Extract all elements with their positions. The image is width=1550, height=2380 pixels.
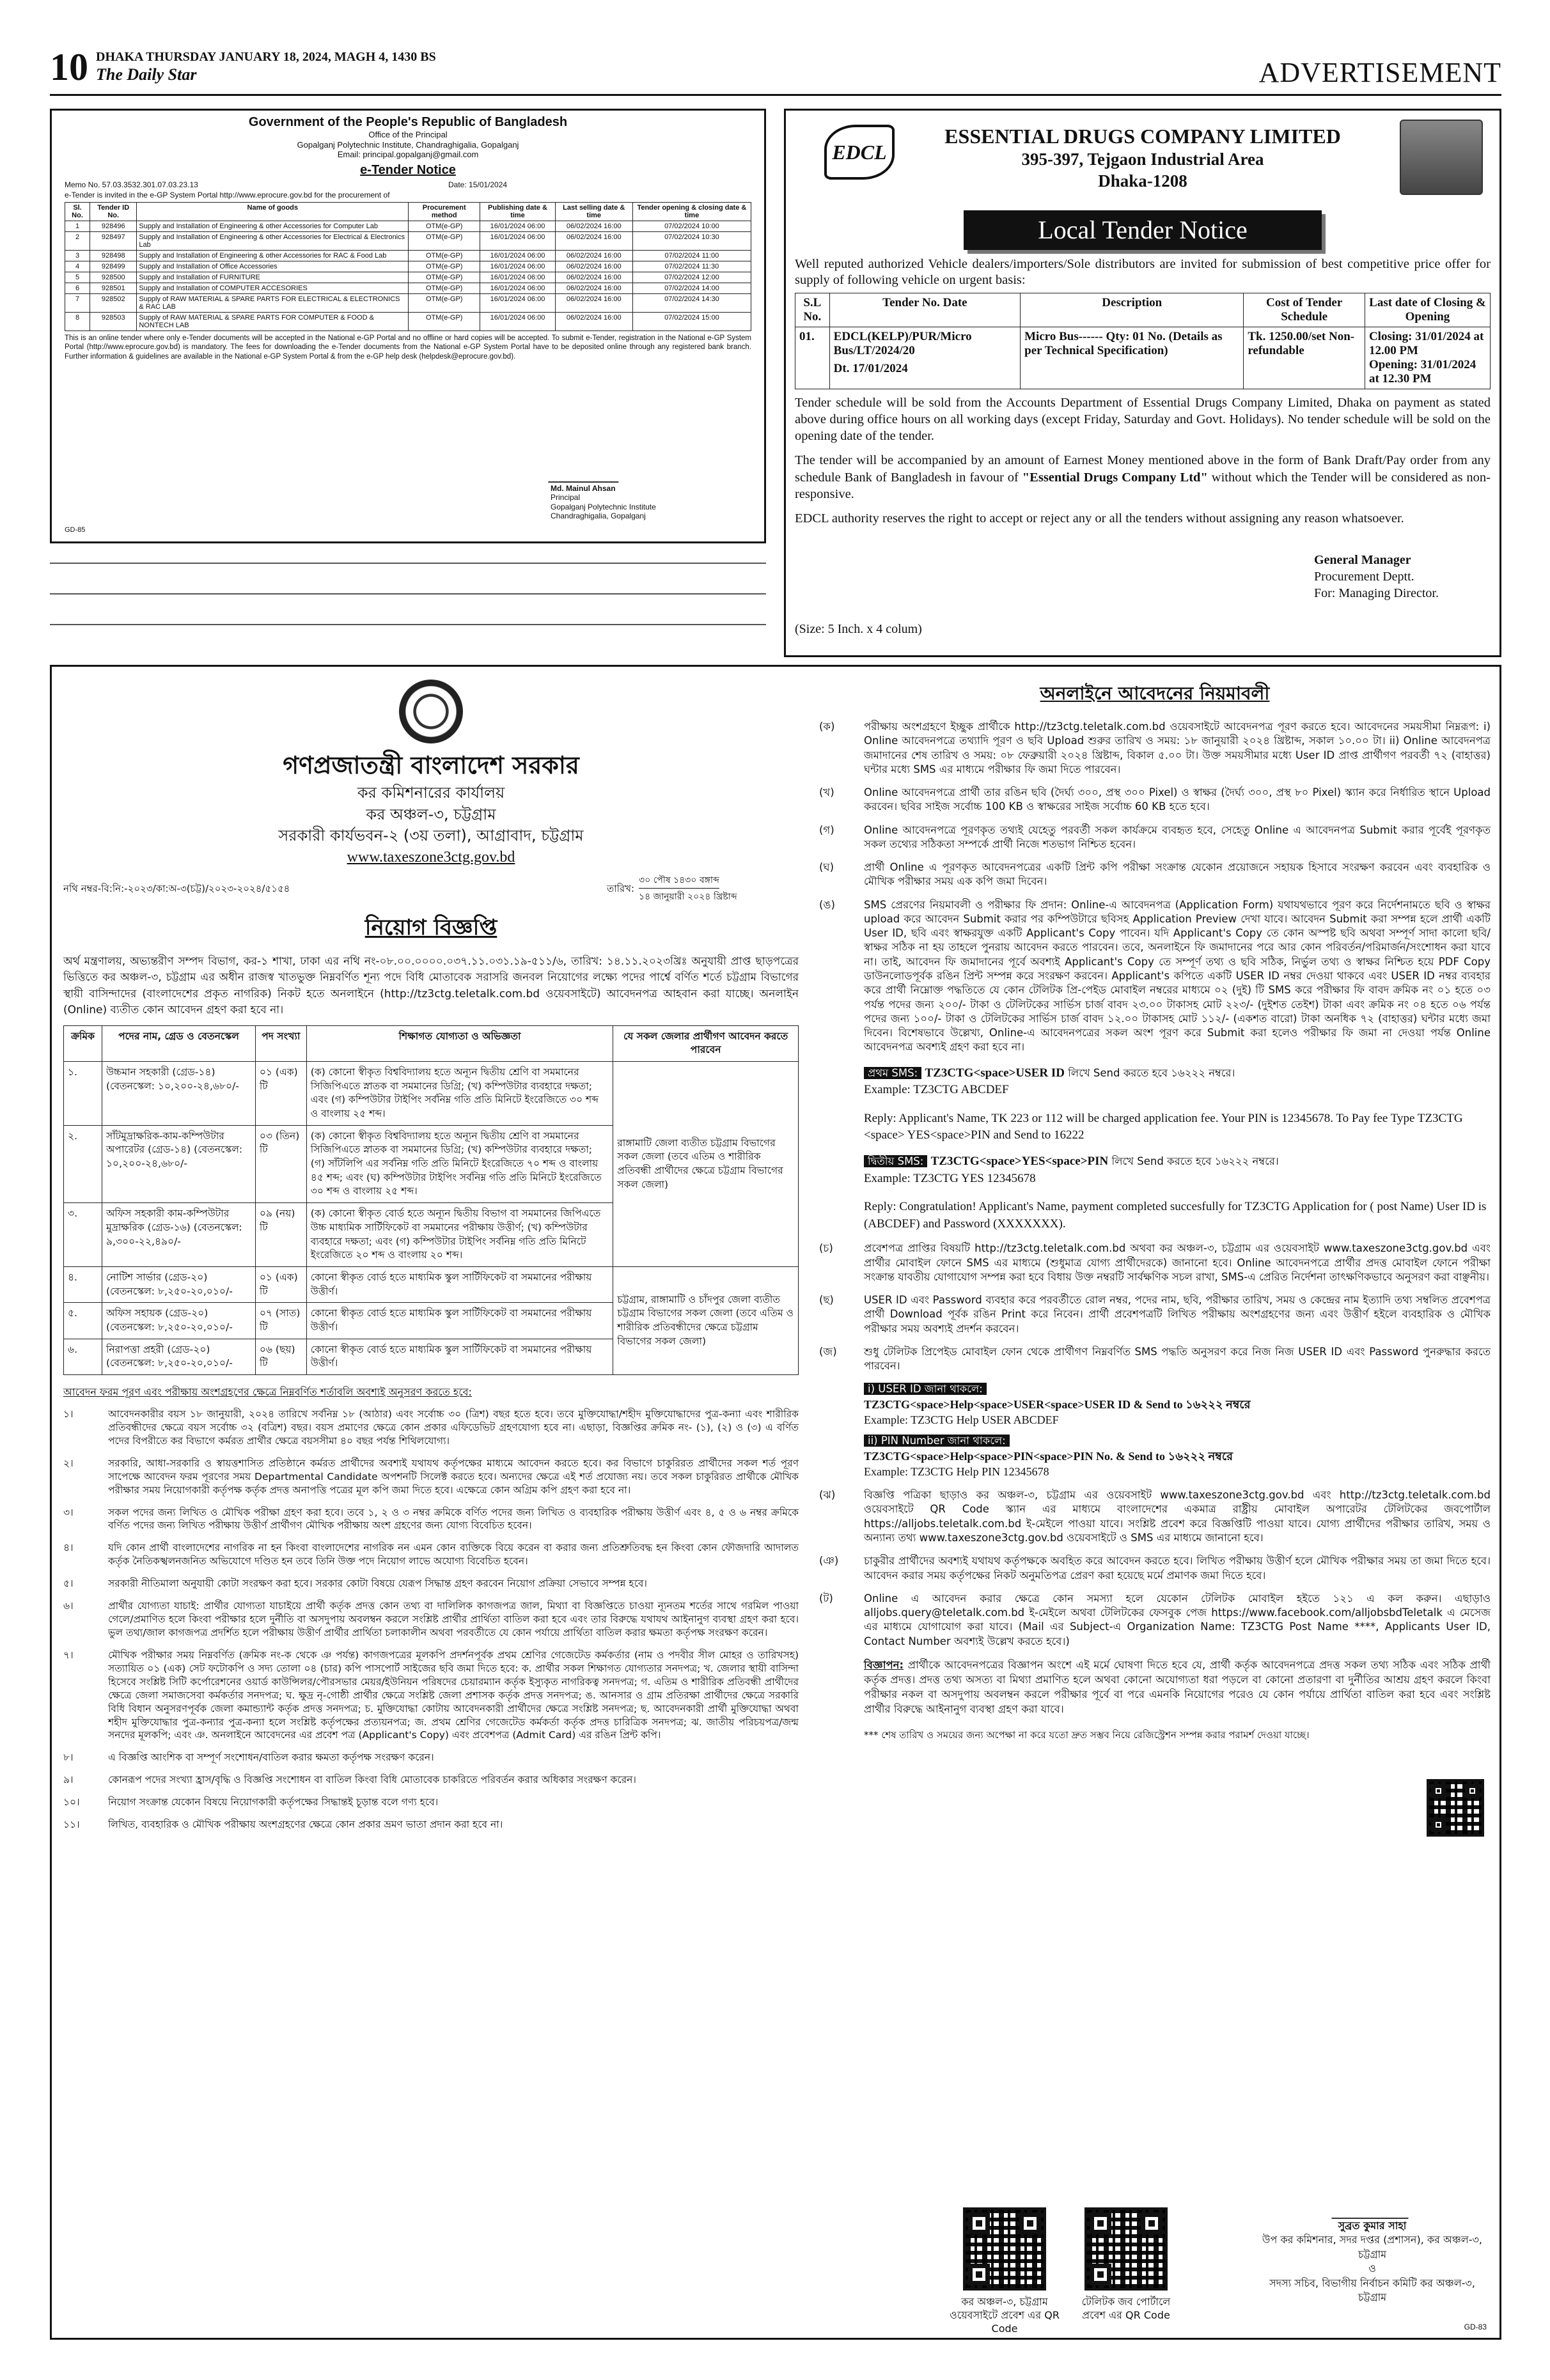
etender-cell-method: OTM(e-GP) <box>409 283 480 293</box>
etender-cell-id: 928499 <box>90 261 137 272</box>
qr-code-icon <box>1084 2207 1168 2291</box>
item-text: সরকারী নীতিমালা অনুযায়ী কোটা সংরক্ষণ করা হবে। সরকার কোটা বিষয়ে যেরূপ সিদ্ধান্ত গ্রহণ করবেন নিয়োগ প্রক্রিয়া সেভাবে সম্পন্ন হবে। <box>108 1578 647 1590</box>
etender-cell-goods: Supply of RAW MATERIAL & SPARE PARTS FOR ELECTRICAL & ELECTRONICS & RAC LAB <box>137 293 409 312</box>
posts-col-header: পদ সংখ্যা <box>255 1025 306 1061</box>
edcl-title: Local Tender Notice <box>1038 215 1248 244</box>
list-item <box>819 1592 1491 1649</box>
etender-col-header: Procurement method <box>409 202 480 221</box>
etender-cell-open: 07/02/2024 11:00 <box>632 250 751 261</box>
govt-line-2: কর অঞ্চল-৩, চট্টগ্রাম <box>366 805 496 823</box>
etender-gov: Government of the People's Republic of Bangladesh <box>248 115 568 129</box>
list-item <box>819 1554 1491 1583</box>
etender-cell-method: OTM(e-GP) <box>409 261 480 272</box>
blank-lines <box>50 563 766 655</box>
edcl-company: ESSENTIAL DRUGS COMPANY LIMITED <box>944 125 1341 148</box>
posts-district-b: চট্টগ্রাম, রাঙ্গামাটি ও চাঁদপুর জেলা ব্যতীত চট্টগ্রাম বিভাগের সকল জেলা (তবে এতিম ও শারীরিক প্রতিবন্ধীদের ক্ষেত্রে চট্টগ্রাম বিভাগের সকল জেলা) <box>613 1266 799 1374</box>
list-item <box>63 1506 799 1533</box>
etender-cell-sl: 1 <box>65 221 90 231</box>
posts-cell-qual: (ক) কোনো স্বীকৃত বোর্ড হতে অন্যূন দ্বিতীয় বিভাগ বা সমমানের জিপিএতে উচ্চ মাধ্যমিক সার্টিফিকেট বা সমমানের পরীক্ষায় উত্তীর্ণ; (খ) কম্পিউটার ব্যবহারে দক্ষতা; এবং (গ) কম্পিউটার টাইপিং সর্বনিম্ন গতি প্রতি মিনিটে ইংরেজিতে ২০ শব্দ ও বাংলায় ২০ শব্দ। <box>306 1203 613 1267</box>
list-item <box>819 1488 1491 1545</box>
item-number: ১১। <box>63 1819 80 1831</box>
posts-cell-count: ০৬ (ছয়) টি <box>255 1339 306 1374</box>
signature-scribble <box>548 469 623 483</box>
qr-code-icon <box>1427 1779 1484 1837</box>
govt-line-1: কর কমিশনারের কার্যালয় <box>357 784 505 802</box>
item-number: ৪। <box>63 1542 74 1554</box>
edcl-for: For: Managing Director. <box>1314 586 1439 600</box>
qr-block-1 <box>941 2207 1069 2335</box>
recovery-pin-code: TZ3CTG<space>Help<space>PIN<space>PIN No. & Send to ১৬২২২ নম্বরে <box>864 1449 1233 1463</box>
edcl-title-banner <box>964 210 1322 250</box>
item-text: SMS প্রেরণের নিয়মাবলী ও পরীক্ষার ফি প্রদান: Online-এ আবেদনপত্র (Application Form) যথাযথভাবে পূরণ করে নির্দেশনামতে ছবি ও স্বাক্ষর upload করে আবেদন Submit করার পর কম্পিউটারে ছবিসহ Application Preview দেখা যাবে। আবেদন Submit করা সম্পন্ন হলে প্রার্থী একটি User ID, ছবি এবং স্বাক্ষরযুক্ত একটি Applicant's Copy পাবেন। যদি Applicant's Copy তে কোন অস্পষ্ট ছবি অথবা সম্পূর্ণ সাদা কালো ছবি/স্বাক্ষর সঠিক না হয় তাহলে পুনরায় আবেদন করতে পারবেন। তবে, অনলাইনে ফি জমাদানের পরে আর কোন পরিবর্তন/পরিমার্জন/সংশোধন করা যাবে না। তাই, আবেদন ফি জমাদানের পূর্বে অবশ্যই Applicant's Copy তে সম্পূর্ণ তথ্য ও ছবি সঠিক, নির্ভুল তথ্য ও স্বাক্ষর নিশ্চিত হয়ে PDF Copy ডাউনলোডপূর্বক রঙিন প্রিন্ট সম্পন্ন করে সংরক্ষণ করবেন। Applicant's কপিতে একটি USER ID নম্বর দেওয়া থাকবে এবং USER ID নম্বর ব্যবহার করে প্রার্থী নিম্নোক্ত পদ্ধতিতে যে কোন টেলিটক প্রি-পেইড মোবাইল নম্বরের মাধ্যমে ০২ (দুই) টি SMS করে পরীক্ষার ফি বাবদ ক্রমিক নং ০১ হতে ০৩ পর্যন্ত পদের জন্য ২০০/- টাকা ও টেলিটকের সার্ভিস চার্জ বাবদ ২৩.০০ টাকাসহ মোট ২২৩/- (দুইশত তেইশ) টাকা এবং ক্রমিক নং ০৪ হতে ০৬ পর্যন্ত পদের জন্য ১০০/- টাকা ও টেলিটকের সার্ভিস চার্জ বাবদ ১২.০০ টাকাসহ মোট ১১২/- (একশত বারো) টাকা অনধিক ৭২ (বাহাত্তর) ঘন্টার মধ্যে জমা দিবেন। বিশেষভাবে উল্লেখ্য, Online-এ আবেদনপত্রের সকল অংশ পূরণ করে Submit করা হলেও পরীক্ষার ফি জমা না দেওয়া পর্যন্ত Online আবেদনপত্র অবশ্যই গ্রহণ করা হবে না। <box>864 898 1491 1054</box>
etender-cell-open: 07/02/2024 15:00 <box>632 312 751 331</box>
item-text: যদি কোন প্রার্থী বাংলাদেশের নাগরিক না হন কিংবা বাংলাদেশের নাগরিক নন এমন কোন ব্যক্তিকে বিয়ে করেন বা করার জন্য প্রতিশ্রুতিবদ্ধ হন কিংবা কোন ফৌজদারি আদালত কর্তৃক নৈতিকস্খলনজনিত অভিযোগে দণ্ডিত হন তবে তিনি উক্ত পদে নিয়োগ লাভে অযোগ্য বিবেচিত হবেন। <box>108 1542 799 1567</box>
govt-date-2: ১৪ জানুয়ারী ২০২৪ খ্রিষ্টাব্দ <box>639 891 737 902</box>
posts-row <box>64 1061 799 1125</box>
etender-col-header: Sl. No. <box>65 202 90 221</box>
posts-cell-sl: ২. <box>64 1125 102 1202</box>
edcl-para-3: EDCL authority reserves the right to accept or reject any or all the tenders without assigning any reason whatsoever. <box>795 511 1404 526</box>
etender-col-header: Publishing date & time <box>480 202 555 221</box>
edcl-logo <box>824 125 895 180</box>
etender-cell-last: 06/02/2024 16:00 <box>555 250 632 261</box>
item-text: প্রবেশপত্র প্রাপ্তির বিষয়টি http://tz3ctg.teletalk.com.bd অথবা কর অঞ্চল-৩, চট্টগ্রাম এর ওয়েবসাইট www.taxeszone3ctg.gov.bd এবং প্রার্থীর মোবাইল ফোনে SMS এর মাধ্যমে (শুধুমাত্র যোগ্য প্রার্থীদেরকে) জানানো হবে। Online আবেদনপত্রে প্রার্থীর প্রদত্ত মোবাইল ফোনে পরীক্ষা সংক্রান্ত যাবতীয় যোগাযোগ সম্পন্ন করা হবে বিধায় উক্ত নম্বরটি সার্বক্ষণিক সচল রাখা, SMS-এ প্রেরিত নির্দেশনা তাৎক্ষণিকভাবে অনুসরণ করা বাঞ্ছনীয়। <box>864 1242 1491 1283</box>
etender-footnote: This is an online tender where only e-Tender documents will be accepted in the National e-GP Portal and no offline or hard copies will be accepted. To submit e-Tender, registration in the National e-GP System Portal (http://www.eprocure.gov.bd) is mandatory. The fees for downloading the e-Tender documents from the National e-GP System Portal have to be deposited online through any registered bank branch. Further information & guidelines are available in the National e-GP System Portal & from the e-GP help desk (helpdesk@eprocure.gov.bd). <box>65 334 751 361</box>
etender-cell-sl: 7 <box>65 293 90 312</box>
divider <box>50 563 766 593</box>
etender-col-header: Tender ID No. <box>90 202 137 221</box>
edcl-closing: Closing: 31/01/2024 at 12.00 PM <box>1368 329 1484 357</box>
posts-cell-count: ০১ (এক) টি <box>255 1266 306 1302</box>
online-title: অনলাইনে আবেদনের নিয়মাবলী <box>1040 683 1270 704</box>
item-number: ৭। <box>63 1649 74 1661</box>
edcl-col-header: S.L No. <box>795 293 830 327</box>
warning-tag: বিজ্ঞাপন: <box>864 1658 904 1671</box>
list-item <box>63 1818 799 1832</box>
left-column <box>63 680 799 1840</box>
item-number: ১। <box>63 1408 74 1420</box>
etender-row <box>65 272 751 283</box>
edcl-closing-cell <box>1365 327 1490 389</box>
etender-cell-last: 06/02/2024 16:00 <box>555 293 632 312</box>
etender-code: GD-85 <box>65 526 86 534</box>
item-text: নিয়োগ সংক্রান্ত যেকোন বিষয়ে নিয়োগকারী কর্তৃপক্ষের সিদ্ধান্তই চূড়ান্ত বলে গণ্য হবে। <box>108 1796 439 1808</box>
list-item <box>63 1773 799 1787</box>
sms-1-tag: প্রথম SMS: <box>864 1067 921 1079</box>
recovery-user-code: TZ3CTG<space>Help<space>USER<space>USER ID & Send to ১৬২২২ নম্বরে <box>864 1397 1251 1411</box>
online-items-2 <box>819 1241 1491 1373</box>
etender-cell-sl: 3 <box>65 250 90 261</box>
sms-2-example: Example: TZ3CTG YES 12345678 <box>864 1171 1036 1185</box>
item-number: ৫। <box>63 1578 74 1590</box>
edcl-opening: Opening: 31/01/2024 at 12.30 PM <box>1368 357 1476 385</box>
item-text: পরীক্ষায় অংশগ্রহণে ইচ্ছুক প্রার্থীকে http://tz3ctg.teletalk.com.bd ওয়েবসাইটে আবেদনপত্র পূরণ করতে হবে। আবেদনের সময়সীমা নিম্নরূপ: i) Online আবেদনপত্রে তথ্যাদি পূরণ ও ছবি Upload শুরুর তারিখ ও সময়: ১৮ জানুয়ারী ২০২৪ খ্রিষ্টাব্দ, সকাল ১০.০০ টা। ii) Online আবেদনপত্র জমাদানের শেষ তারিখ ও সময়: ০৮ ফেব্রুয়ারী ২০২৪ খ্রিষ্টাব্দ, বিকাল ৫.০০ টা। উক্ত সময়সীমার মধ্যে User ID প্রাপ্ত প্রার্থীগণ পরবর্তী ৭২ (বাহাত্তর) ঘন্টার মধ্যে SMS এর মাধ্যমে পরীক্ষার ফি জমা দিতে পারবেন। <box>864 720 1491 775</box>
divider <box>50 624 766 655</box>
edcl-desc: Micro Bus------ Qty: 01 No. (Details as per Technical Specification) <box>1021 327 1244 389</box>
item-text: USER ID এবং Password ব্যবহার করে পরবর্তীতে রোল নম্বর, পদের নাম, ছবি, পরীক্ষার তারিখ, সময় ও কেন্দ্রের নাম ইত্যাদি তথ্য সম্বলিত প্রবেশপত্র প্রার্থী Download পূর্বক রঙিন Print করে নিবেন। প্রার্থী প্রবেশপত্রটি লিখিত পরীক্ষায় অংশগ্রহণের জন্য এবং উত্তীর্ণ হইলে ব্যবহারিক ও মৌখিক পরীক্ষার সময় অবশ্যই প্রদর্শন করবেন। <box>864 1294 1491 1335</box>
etender-cell-goods: Supply and Installation of FURNITURE <box>137 272 409 283</box>
etender-cell-open: 07/02/2024 12:00 <box>632 272 751 283</box>
etender-cell-sl: 6 <box>65 283 90 293</box>
posts-col-header: পদের নাম, গ্রেড ও বেতনস্কেল <box>102 1025 255 1061</box>
etender-cell-pub: 16/01/2024 06:00 <box>480 221 555 231</box>
etender-sign-inst: Gopalganj Polytechnic Institute <box>551 502 656 511</box>
etender-row <box>65 293 751 312</box>
etender-cell-method: OTM(e-GP) <box>409 250 480 261</box>
online-items-3 <box>819 1488 1491 1649</box>
etender-cell-open: 07/02/2024 10:00 <box>632 221 751 231</box>
etender-cell-pub: 16/01/2024 06:00 <box>480 261 555 272</box>
edcl-notice <box>784 109 1501 657</box>
paper-name: The Daily Star <box>96 65 197 84</box>
etender-title: e-Tender Notice <box>360 162 456 177</box>
etender-cell-pub: 16/01/2024 06:00 <box>480 283 555 293</box>
etender-cell-id: 928497 <box>90 231 137 250</box>
item-number: (খ) <box>819 786 834 799</box>
section-title: ADVERTISEMENT <box>1258 57 1501 88</box>
etender-row <box>65 231 751 250</box>
item-text: Online আবেদনপত্রে পূরণকৃত তথ্যই যেহেতু পরবর্তী সকল কার্যক্রমে ব্যবহৃত হবে, সেহেতু Online এ আবেদনপত্র Submit করার পূর্বেই পূরণকৃত সকল তথ্যের সঠিকতা সম্পর্কে প্রার্থী নিজে শতভাগ নিশ্চিত হবেন। <box>864 823 1491 850</box>
edcl-col-header: Description <box>1021 293 1244 327</box>
posts-cell-sl: ৩. <box>64 1203 102 1267</box>
etender-cell-last: 06/02/2024 16:00 <box>555 283 632 293</box>
govt-date-1: ৩০ পৌষ ১৪৩০ বঙ্গাব্দ <box>639 873 719 889</box>
edcl-para-2a: The tender will be accompanied by an amount of Earnest Money mentioned above in the form of Bank Draft/Pay order from any schedule Bank of Bangladesh in favour of <box>795 453 1491 485</box>
notice-title: নিয়োগ বিজ্ঞপ্তি <box>364 914 497 940</box>
item-number: (ক) <box>819 720 835 733</box>
edcl-address-2: Dhaka-1208 <box>1098 171 1187 191</box>
etender-cell-id: 928503 <box>90 312 137 331</box>
item-text: প্রার্থী Online এ পূরণকৃত আবেদনপত্রের একটি প্রিন্ট কপি পরীক্ষা সংক্রান্ত যেকোন প্রয়োজনে সহায়ক হিসাবে সংরক্ষণ করবেন এবং ব্যবহারিক ও মৌখিক পরীক্ষার সময় এক কপি জমা দিবেন। <box>864 861 1491 888</box>
signature-scribble <box>1331 2201 1413 2219</box>
online-items <box>819 720 1491 1055</box>
posts-cell-count: ০৯ (নয়) টি <box>255 1203 306 1267</box>
etender-cell-id: 928500 <box>90 272 137 283</box>
etender-notice <box>50 109 766 543</box>
etender-cell-id: 928502 <box>90 293 137 312</box>
item-number: ২। <box>63 1457 74 1469</box>
edcl-col-header: Tender No. Date <box>829 293 1020 327</box>
sms-1 <box>864 1065 1491 1144</box>
list-item <box>819 1345 1491 1374</box>
etender-sign-place: Chandraghigalia, Gopalganj <box>551 511 646 521</box>
item-text: এ বিজ্ঞপ্তি আংশিক বা সম্পূর্ণ সংশোধন/বাতিল করার ক্ষমতা কর্তৃপক্ষ সংরক্ষণ করেন। <box>108 1752 434 1764</box>
edcl-gm: General Manager <box>1314 553 1411 567</box>
edcl-table <box>795 293 1491 389</box>
edcl-signature <box>1314 552 1439 602</box>
sms-2-send: লিখে Send করতে হবে ১৬২২২ নম্বরে। <box>1111 1155 1279 1167</box>
posts-cell-post: নোটিশ সার্ভার (গ্রেড-২০) (বেতনস্কেল: ৮,২৫০-২০,০১০/- <box>102 1266 255 1302</box>
warning-box <box>864 1658 1491 1716</box>
govt-date-label: তারিখ: <box>607 882 635 894</box>
recovery-pin-example: Example: TZ3CTG Help PIN 12345678 <box>864 1465 1049 1478</box>
edcl-size: (Size: 5 Inch. x 4 colum) <box>795 622 922 636</box>
edcl-para-2 <box>795 452 1491 502</box>
etender-col-header: Tender opening & closing date & time <box>632 202 751 221</box>
govt-seal <box>399 680 463 743</box>
final-note: *** শেষ তারিখ ও সময়ের জন্য অপেক্ষা না করে যতো দ্রুত সম্ভব নিয়ে রেজিস্ট্রেশন সম্পন্ন করার পরামর্শ দেওয়া যাচ্ছে। <box>864 1729 1310 1741</box>
etender-row <box>65 221 751 231</box>
sms-2-code: TZ3CTG<space>YES<space>PIN <box>930 1154 1109 1168</box>
etender-row <box>65 261 751 272</box>
posts-cell-post: সাঁটমুদ্রাক্ষরিক-কাম-কম্পিউটার অপারেটর (গ্রেড-১৪) (বেতনস্কেল: ১০,২০০-২৪,৬৮০/- <box>102 1125 255 1202</box>
edcl-row <box>795 327 1491 389</box>
govt-code: GD-83 <box>1464 2322 1487 2331</box>
edcl-dept: Procurement Deptt. <box>1314 570 1414 584</box>
item-text: শুধু টেলিটক প্রিপেইড মোবাইল ফোন থেকে প্রার্থীগণ নিম্নবর্ণিত SMS পদ্ধতি অনুসরণ করে নিজ নিজ USER ID এবং Password পুনরুদ্ধার করতে পারবেন। <box>864 1345 1491 1373</box>
edcl-col-header: Last date of Closing & Opening <box>1365 293 1490 327</box>
sms-1-code: TZ3CTG<space>USER ID <box>925 1066 1065 1080</box>
sms-1-example: Example: TZ3CTG ABCDEF <box>864 1083 1009 1097</box>
posts-cell-qual: কোনো স্বীকৃত বোর্ড হতে মাধ্যমিক স্কুল সার্টিফিকেট বা সমমানের পরীক্ষায় উত্তীর্ণ। <box>306 1339 613 1374</box>
item-text: সরকারি, আধা-সরকারি ও স্বায়ত্তশাসিত প্রতিষ্ঠানে কর্মরত প্রার্থীদের অবশ্যই যথাযথ কর্তৃপক্ষের মাধ্যমে আবেদন করতে হবে। কর বিভাগে চাকুরিরত প্রার্থীদের সকল শর্ত পূরণ সাপেক্ষে আবেদন ফরম পূরণের সময় Departmental Candidate অপশনটি সিলেক্ট করতে হবে। অন্যদের ক্ষেত্রে এই শর্ত প্রযোজ্য নয়। তবে সকল চাকুরিরত প্রার্থীকে মৌখিক পরীক্ষার সময় নিয়োগকারী কর্তৃপক্ষ কর্তৃক প্রদত্ত অনাপত্তি পত্রের মূল কপি জমা দিতে হবে। এক্ষেত্রে কোন অগ্রিম কপি গ্রহণ করা হবে না। <box>108 1457 799 1496</box>
etender-cell-last: 06/02/2024 16:00 <box>555 312 632 331</box>
edcl-para-2c: without which the Tender will be considered as non-responsive. <box>795 470 1491 501</box>
etender-cell-open: 07/02/2024 14:30 <box>632 293 751 312</box>
etender-cell-goods: Supply and Installation of Engineering & other Accessories for Electrical & Electronics Lab <box>137 231 409 250</box>
govt-sign-and: ও <box>1368 2262 1376 2275</box>
recruitment-ad <box>50 665 1501 2340</box>
etender-memo: Memo No. 57.03.3532.301.07.03.23.13 <box>65 180 198 189</box>
posts-cell-count: ০৩ (তিন) টি <box>255 1125 306 1202</box>
etender-table <box>65 202 751 331</box>
conditions-title: আবেদন ফরম পূরণ এবং পরীক্ষায় অংশগ্রহণের ক্ষেত্রে নিম্নবর্ণিত শর্তাবলি অবশ্যই অনুসরণ করতে হবে: <box>63 1386 472 1398</box>
item-text: মৌখিক পরীক্ষার সময় নিম্নবর্ণিত (ক্রমিক নং-ক থেকে ঞ পর্যন্ত) কাগজপত্রের মূলকপি প্রদর্শনপূর্বক প্রথম শ্রেণির গেজেটেড কর্মকর্তার (নাম ও পদবীর সীল মোহর ও তারিখসহ) সত্যায়িত ০১ (এক) সেট ফটোকপি ও সদ্য তোলা ০৪ (চার) কপি পাসপোর্ট সাইজের ছবি জমা দিতে হবে: ক. প্রার্থীর সকল শিক্ষাগত যোগ্যতার সনদপত্র; খ. জেলার স্থায়ী বাসিন্দা হিসেবে সংশ্লিষ্ট সিটি কর্পোরেশনের ওয়ার্ড কাউন্সিলর/পৌরসভার মেয়র/ইউনিয়ন পরিষদের চেয়ারম্যান কর্তৃক ইস্যুকৃত নাগরিকত্ব সনদপত্র; গ. এতিম ও শারীরিক প্রতিবন্ধী প্রার্থীদের ক্ষেত্রে জেলা সমাজসেবা কর্মকর্তার সনদপত্র; ঘ. ক্ষুদ্র নৃ-গোষ্ঠী প্রার্থীর ক্ষেত্রে সংশ্লিষ্ট জেলা প্রশাসক কর্তৃক প্রদত্ত সনদপত্র; ঙ. আনসার ও গ্রাম প্রতিরক্ষা প্রার্থীদের ক্ষেত্রে সরকারি বিধি বিধান অনুসরণপূর্বক জেলা কমান্ড্যান্ট কর্তৃক প্রদত্ত সনদপত্র; চ. মুক্তিযোদ্ধা কোটায় আবেদনকারী প্রার্থীদের ক্ষেত্রে সংশ্লিষ্ট সনদপত্র; ছ. আবেদনকারী প্রার্থী মুক্তিযোদ্ধা অথবা শহীদ মুক্তিযোদ্ধার পুত্র-কন্যার পুত্র-কন্যা হলে সংশ্লিষ্ট কর্তৃপক্ষের প্রত্যয়নপত্র; জ. প্রথম শ্রেণির গেজেটেড কর্মকর্তা কর্তৃক প্রদত্ত চারিত্রিক সনদপত্র; ঝ. জাতীয় পরিচয়পত্র/জন্ম সনদের মূলকপি; এবং ঞ. অনলাইনে আবেদনের এর প্রবেশ পত্র (Applicant's Copy) এবং প্রবেশপত্র (Admit Card) এর রঙিন প্রিন্ট কপি। <box>108 1649 799 1741</box>
qr-2-label: টেলিটক জব পোর্টালে প্রবেশ এর QR Code <box>1081 2296 1171 2321</box>
item-text: Online আবেদনপত্রে প্রার্থী তার রঙিন ছবি (দৈর্ঘ্য ৩০০, প্রস্থ ৩০০ Pixel) ও স্বাক্ষর (দৈর্ঘ্য ৩০০, প্রস্থ ৮০ Pixel) স্ক্যান করে নির্ধারিত স্থানে Upload করবেন। ছবির সাইজ সর্বোচ্চ 100 KB ও স্বাক্ষরের সাইজ সর্বোচ্চ 60 KB হতে হবে। <box>864 786 1491 813</box>
sms-1-send: লিখে Send করতে হবে ১৬২২২ নম্বরে। <box>1068 1066 1235 1079</box>
item-number: (ঝ) <box>819 1489 836 1502</box>
posts-col-header: যে সকল জেলার প্রার্থীগণ আবেদন করতে পারবেন <box>613 1025 799 1061</box>
govt-sign-title: উপ কর কমিশনার, সদর দপ্তর (প্রশাসন), কর অঞ্চল-৩, চট্টগ্রাম <box>1262 2234 1482 2260</box>
list-item <box>63 1649 799 1742</box>
recovery-pin <box>864 1434 1491 1479</box>
govt-sign-title-2: সদস্য সচিব, বিভাগীয় নির্বাচন কমিটি কর অঞ্চল-৩, চট্টগ্রাম <box>1269 2276 1475 2303</box>
posts-cell-sl: ৪. <box>64 1266 102 1302</box>
etender-row <box>65 312 751 331</box>
edcl-para-1: Tender schedule will be sold from the Accounts Department of Essential Drugs Company Limited, Dhaka on payment as stated above during office hours on all working days (except Friday, Saturday and Govt. Holidays). No tender schedule will be sold on the opening date of the tender. <box>795 395 1491 444</box>
item-number: (ঞ) <box>819 1555 839 1567</box>
item-number: (ট) <box>819 1592 833 1605</box>
sms-2-reply: Reply: Congratulation! Applicant's Name, payment completed succesfully for TZ3CTG Application for ( post Name) User ID is (ABCDEF) and Password (XXXXXXX). <box>864 1200 1487 1231</box>
item-text: সকল পদের জন্য লিখিত ও মৌখিক পরীক্ষা গ্রহণ করা হবে। তবে ১, ২ ও ৩ নম্বর ক্রমিকে বর্ণিত পদের জন্য লিখিত ও ব্যবহারিক পরীক্ষায় উত্তীর্ণ এবং ৪, ৫ ও ৬ নম্বর ক্রমিকে বর্ণিত পদের জন্য লিখিত পরীক্ষায় উত্তীর্ণ প্রার্থীগণ মৌখিক পরীক্ষায় অংশ গ্রহণের জন্য যোগ্য বিবেচিত হবেন। <box>108 1506 799 1532</box>
item-number: (চ) <box>819 1242 833 1255</box>
etender-sign-title: Principal <box>551 493 581 502</box>
qr-side <box>1427 1779 1484 1837</box>
govt-intro: অর্থ মন্ত্রণালয়, অভ্যন্তরীণ সম্পদ বিভাগ, কর-১ শাখা, ঢাকা এর নথি নং-০৮.০০.০০০০.০৩৭.১১.০৩১.১৯-৫১১/৬, তারিখ: ১৪.১১.২০২৩খ্রিঃ অনুযায়ী প্রাপ্ত ছাড়পত্রের ভিত্তিতে কর অঞ্চল-৩, চট্টগ্রাম এর অধীন রাজস্ব খাতভুক্ত নিম্নবর্ণিত শূন্য পদে বিধি মোতাবেক সরাসরি জনবল নিয়োগের লক্ষ্যে পদের পার্শ্বে বর্ণিত শর্তে চট্টগ্রাম বিভাগের স্থায়ী বাসিন্দাদের (বাংলাদেশের প্রকৃত নাগরিক) নিকট হতে অনলাইনে (http://tz3ctg.teletalk.com.bd ওয়েবসাইটে) আবেদনপত্র আহবান করা যাচ্ছে। অনলাইন (Online) ব্যতীত কোন আবেদন গ্রহণ করা হবে না। <box>63 954 799 1017</box>
etender-office: Office of the Principal <box>368 130 448 139</box>
list-item <box>63 1457 799 1497</box>
etender-cell-method: OTM(e-GP) <box>409 231 480 250</box>
posts-cell-qual: (ক) কোনো স্বীকৃত বিশ্ববিদ্যালয় হতে অন্যূন দ্বিতীয় শ্রেণি বা সমমানের সিজিপিএতে স্নাতক বা সমমানের ডিগ্রি; (খ) কম্পিউটার ব্যবহারে দক্ষতা; (গ) সাঁটলিপি এর সর্বনিম্ন গতি প্রতি মিনিটে ইংরেজিতে ৭০ শব্দ ও বাংলায় ৪৫ শব্দ; এবং (ঘ) কম্পিউটার টাইপিং সর্বনিম্ন গতি প্রতি মিনিটে ইংরেজিতে ৩০ শব্দ ও বাংলায় ২৫ শব্দ। <box>306 1125 613 1202</box>
item-number: ৬। <box>63 1600 74 1612</box>
portrait-emblem <box>1400 120 1483 195</box>
etender-cell-goods: Supply and Installation of Office Accessories <box>137 261 409 272</box>
etender-cell-method: OTM(e-GP) <box>409 221 480 231</box>
conditions-list <box>63 1408 799 1832</box>
posts-cell-post: অফিস সহকারী কাম-কম্পিউটার মুদ্রাক্ষরিক (গ্রেড-১৬) (বেতনস্কেল: ৯,৩০০-২২,৪৯০/- <box>102 1203 255 1267</box>
posts-table <box>63 1025 799 1375</box>
etender-cell-last: 06/02/2024 16:00 <box>555 272 632 283</box>
list-item <box>63 1577 799 1591</box>
etender-cell-pub: 16/01/2024 06:00 <box>480 231 555 250</box>
edcl-address-1: 395-397, Tejgaon Industrial Area <box>1021 150 1264 169</box>
right-column <box>819 680 1491 1744</box>
item-number: (ঙ) <box>819 898 835 911</box>
etender-email: Email: principal.gopalganj@gmail.com <box>337 150 479 160</box>
qr-code-icon <box>963 2207 1046 2291</box>
etender-cell-last: 06/02/2024 16:00 <box>555 231 632 250</box>
list-item <box>819 860 1491 889</box>
item-text: বিজ্ঞপ্তি পত্রিকা ছাড়াও কর অঞ্চল-৩, চট্টগ্রাম এর ওয়েবসাইট www.taxeszone3ctg.gov.bd এবং http://tz3ctg.teletalk.com.bd ওয়েবসাইটে QR Code স্ক্যান এর মাধ্যমে বাংলাদেশের একমাত্র রাষ্ট্রীয় মোবাইল অপারেটর টেলিটকের জবপোর্টাল https://alljobs.teletalk.com.bd ই-মেইলে পাওয়া যাবে। সংশ্লিষ্ট প্রবেশ করে বিজ্ঞপ্তিটি পাওয়া যাবে। যোগ্য প্রার্থীদের পরীক্ষার তারিখ, সময় ও অন্যান্য তথ্য www.taxeszone3ctg.gov.bd ওয়েবসাইটে ও SMS এর মাধ্যমে জানানো হবে। <box>864 1489 1491 1544</box>
posts-row <box>64 1266 799 1302</box>
recovery-user-example: Example: TZ3CTG Help USER ABCDEF <box>864 1413 1059 1427</box>
etender-cell-open: 07/02/2024 11:30 <box>632 261 751 272</box>
govt-title: গণপ্রজাতন্ত্রী বাংলাদেশ সরকার <box>283 751 579 779</box>
etender-cell-id: 928501 <box>90 283 137 293</box>
item-number: ৩। <box>63 1506 74 1518</box>
etender-row <box>65 283 751 293</box>
item-text: চাকুরীর প্রার্থীদের অবশ্যই যথাযথ কর্তৃপক্ষকে অবহিত করে আবেদন করতে হবে। লিখিত পরীক্ষায় উত্তীর্ণ হলে মৌখিক পরীক্ষার সময় তা জমা দিতে হবে। আবেদন করার সময় কর্তৃপক্ষের নিকট অনুমতিপত্র প্রেরণ করা হয়েছে মর্মে প্রমাণক জমা দিতে হবে। <box>864 1555 1491 1582</box>
etender-institute: Gopalganj Polytechnic Institute, Chandraghigalia, Gopalganj <box>297 139 519 150</box>
etender-cell-last: 06/02/2024 16:00 <box>555 261 632 272</box>
recovery-user-tag: i) USER ID জানা থাকলে: <box>864 1383 987 1395</box>
posts-col-header: ক্রমিক <box>64 1025 102 1061</box>
etender-cell-open: 07/02/2024 10:30 <box>632 231 751 250</box>
etender-cell-method: OTM(e-GP) <box>409 272 480 283</box>
edcl-intro: Well reputed authorized Vehicle dealers/importers/Sole distributors are invited for submission of best competitive price offer for supply of following vehicle on urgent basis: <box>795 256 1491 288</box>
masthead <box>50 45 1501 96</box>
etender-cell-goods: Supply and Installation of COMPUTER ACCESORIES <box>137 283 409 293</box>
list-item <box>819 720 1491 777</box>
item-number: ৯। <box>63 1774 74 1786</box>
etender-date: Date: 15/01/2024 <box>448 180 508 189</box>
etender-row <box>65 250 751 261</box>
etender-sign-name: Md. Mainul Ahsan <box>551 484 616 493</box>
etender-cell-goods: Supply of RAW MATERIAL & SPARE PARTS FOR COMPUTER & FOOD & NONTECH LAB <box>137 312 409 331</box>
page-number: 10 <box>50 46 88 88</box>
etender-cell-last: 06/02/2024 16:00 <box>555 221 632 231</box>
posts-cell-sl: ৫. <box>64 1303 102 1339</box>
qr-block-2 <box>1075 2207 1177 2322</box>
etender-cell-id: 928496 <box>90 221 137 231</box>
posts-cell-qual: কোনো স্বীকৃত বোর্ড হতে মাধ্যমিক স্কুল সার্টিফিকেট বা সমমানের পরীক্ষায় উত্তীর্ণ। <box>306 1266 613 1302</box>
list-item <box>63 1751 799 1764</box>
item-text: Online এ আবেদন করার ক্ষেত্রে কোন সমস্যা হলে যেকোন টেলিটক মোবাইল হইতে ১২১ এ কল করুন। এছাড়াও alljobs.query@teletalk.com.bd ই-মেইলে অথবা টেলিটকের ফেসবুক পেজ https://www.facebook.com/alljobsbdTeletalk এ মেসেজ এর মাধ্যমে যোগাযোগ করা যাবে। (Mail এর Subject-এ Organization Name: TZ3CTG Post Name ****, Applicants User ID, Contact Number অবশ্যই উল্লেখ করতে হবে।) <box>864 1592 1491 1647</box>
list-item <box>819 1241 1491 1284</box>
etender-cell-method: OTM(e-GP) <box>409 312 480 331</box>
etender-cell-pub: 16/01/2024 06:00 <box>480 312 555 331</box>
posts-cell-count: ০১ (এক) টি <box>255 1061 306 1125</box>
govt-signature <box>1254 2201 1491 2305</box>
dateline: DHAKA THURSDAY JANUARY 18, 2024, MAGH 4, 1430 BS <box>96 50 436 64</box>
list-item <box>63 1541 799 1568</box>
posts-cell-count: ০৭ (সাত) টি <box>255 1303 306 1339</box>
posts-cell-sl: ১. <box>64 1061 102 1125</box>
recovery-user <box>864 1382 1491 1427</box>
list-item <box>63 1599 799 1640</box>
item-text: কোনরূপ পদের সংখ্যা হ্রাস/বৃদ্ধি ও বিজ্ঞপ্তি সংশোধন বা বাতিল কিংবা বিধি মোতাবেক চাকরিতে পরিবর্তন করার অধিকার সংরক্ষণ করেন। <box>108 1774 636 1786</box>
item-number: (জ) <box>819 1345 837 1358</box>
etender-cell-open: 07/02/2024 14:00 <box>632 283 751 293</box>
etender-cell-sl: 4 <box>65 261 90 272</box>
posts-cell-qual: (ক) কোনো স্বীকৃত বিশ্ববিদ্যালয় হতে অন্যূন দ্বিতীয় শ্রেণি বা সমমানের সিজিপিএতে স্নাতক বা সমমানের ডিগ্রি; (খ) কম্পিউটার ব্যবহারে দক্ষতা; এবং (গ) কম্পিউটার টাইপিং সর্বনিম্ন গতি প্রতি মিনিটে ইংরেজিতে ৩০ শব্দ ও বাংলায় ২৫ শব্দ। <box>306 1061 613 1125</box>
edcl-tender-date: Dt. 17/01/2024 <box>833 361 908 375</box>
edcl-cost: Tk. 1250.00/set Non-refundable <box>1244 327 1365 389</box>
posts-cell-post: অফিস সহায়ক (গ্রেড-২০) (বেতনস্কেল: ৮,২৫০-২০,০১০/- <box>102 1303 255 1339</box>
sms-2-tag: দ্বিতীয় SMS: <box>864 1155 927 1167</box>
edcl-tender-no: EDCL(KELP)/PUR/Micro Bus/LT/2024/20 <box>833 329 972 357</box>
etender-cell-sl: 2 <box>65 231 90 250</box>
qr-1-label: কর অঞ্চল-৩, চট্টগ্রাম ওয়েবসাইটে প্রবেশ এর QR Code <box>950 2296 1060 2335</box>
posts-cell-post: নিরাপত্তা প্রহরী (গ্রেড-২০) (বেতনস্কেল: ৮,২৫০-২০,০১০/- <box>102 1339 255 1374</box>
etender-cell-goods: Supply and Installation of Engineering & other Accessories for RAC & Food Lab <box>137 250 409 261</box>
edcl-col-header: Cost of Tender Schedule <box>1244 293 1365 327</box>
govt-memo: নথি নম্বর-বি:নি:-২০২৩/কা:অ-৩(চট্ট)/২০২৩-২০২৪/৫১৫৪ <box>63 882 290 894</box>
list-item <box>819 898 1491 1055</box>
posts-cell-sl: ৬. <box>64 1339 102 1374</box>
list-item <box>63 1408 799 1448</box>
item-text: প্রার্থীর যোগ্যতা যাচাই: প্রার্থীর যোগ্যতা যাচাইয়ে প্রার্থী কর্তৃক প্রদত্ত কোন তথ্য বা দালিলিক কাগজপত্র জাল, মিথ্যা বা বিজ্ঞপ্তিতে চাওয়া ন্যূনতম শর্তের সাথে গরমিল পাওয়া গেলে/প্রমাণিত হলে কিংবা পরীক্ষার হলে দুর্নীতি বা অসদুপায় অবলম্বন করলে সংশ্লিষ্ট প্রার্থীর প্রার্থিতা বাতিল করা হবে এবং তার বিরুদ্ধে যথাযথ আইনানুগ ব্যবস্থা গ্রহণ করা হবে। ভুল তথ্য/জাল কাগজপত্র প্রদর্শিত হলে পরীক্ষায় উত্তীর্ণ প্রার্থীর প্রার্থিতা চলাকালীন অথবা পরবর্তীতে যে কোন পর্যায়ে প্রার্থিতা বাতিল করার ক্ষমতা কর্তৃপক্ষ সংরক্ষণ করেন। <box>108 1600 799 1638</box>
etender-cell-id: 928498 <box>90 250 137 261</box>
etender-cell-sl: 8 <box>65 312 90 331</box>
govt-line-3: সরকারী কার্যভবন-২ (৩য় তলা), আগ্রাবাদ, চট্টগ্রাম <box>278 827 584 845</box>
item-number: ৮। <box>63 1752 74 1764</box>
edcl-sl: 01. <box>795 327 830 389</box>
sms-2 <box>864 1153 1491 1233</box>
etender-intro: e-Tender is invited in the e-GP System Portal http://www.eprocure.gov.bd for the procurement of <box>65 190 390 199</box>
list-item <box>819 823 1491 852</box>
edcl-logo-text: EDCL <box>832 140 887 164</box>
etender-cell-pub: 16/01/2024 06:00 <box>480 272 555 283</box>
sms-1-reply: Reply: Applicant's Name, TK 223 or 112 will be charged application fee. Your PIN is 12345678. To Pay fee Type TZ3CTG <space> YES<space>PIN and Send to 16222 <box>864 1111 1463 1142</box>
posts-col-header: শিক্ষাগত যোগ্যতা ও অভিজ্ঞতা <box>306 1025 613 1061</box>
etender-col-header: Name of goods <box>137 202 409 221</box>
divider <box>50 593 766 624</box>
posts-district-a: রাঙ্গামাটি জেলা ব্যতীত চট্টগ্রাম বিভাগের সকল জেলা (তবে এতিম ও শারীরিক প্রতিবন্ধী প্রার্থীদের ক্ষেত্রে চট্টগ্রাম বিভাগের সকল জেলা) <box>613 1061 799 1266</box>
etender-cell-goods: Supply and Installation of Engineering & other Accessories for Computer Lab <box>137 221 409 231</box>
item-number: (গ) <box>819 823 834 836</box>
item-number: (ঘ) <box>819 861 834 874</box>
posts-cell-qual: কোনো স্বীকৃত বোর্ড হতে মাধ্যমিক স্কুল সার্টিফিকেট বা সমমানের পরীক্ষায় উত্তীর্ণ। <box>306 1303 613 1339</box>
posts-cell-post: উচ্চমান সহকারী (গ্রেড-১৪) (বেতনস্কেল: ১০,২০০-২৪,৬৮০/- <box>102 1061 255 1125</box>
etender-cell-sl: 5 <box>65 272 90 283</box>
etender-signature-block <box>551 469 656 521</box>
item-text: আবেদনকারীর বয়স ১৮ জানুয়ারী, ২০২৪ তারিখে সর্বনিম্ন ১৮ (আঠার) এবং সর্বোচ্চ ৩০ (ত্রিশ) বছর হতে হবে। তবে মুক্তিযোদ্ধা/শহীদ মুক্তিযোদ্ধাদের পুত্র-কন্যা এবং শারীরিক প্রতিবন্ধীদের ক্ষেত্রে বয়স সর্বোচ্চ ৩২ (বত্রিশ) বছর। বয়স প্রমাণের ক্ষেত্রে কোন প্রকার এফিডেভিট গ্রহণযোগ্য হবে না। এছাড়া, বিজ্ঞপ্তির ক্রমিক নং- (১), (২) ও (৩) এ বর্ণিত পদের বিপরীতে কর বিভাগে কর্মরত প্রার্থীর ক্ষেত্রে বয়সসীমা ৪০ বছর পর্যন্ত শিথিলযোগ্য। <box>108 1408 799 1447</box>
govt-website[interactable]: www.taxeszone3ctg.gov.bd <box>347 848 515 866</box>
list-item <box>819 1293 1491 1336</box>
recovery-pin-tag: ii) PIN Number জানা থাকলে: <box>864 1435 1010 1447</box>
list-item <box>819 786 1491 814</box>
etender-cell-method: OTM(e-GP) <box>409 293 480 312</box>
edcl-para-2b: "Essential Drugs Company Ltd" <box>1022 470 1208 485</box>
list-item <box>63 1796 799 1809</box>
item-text: লিখিত, ব্যবহারিক ও মৌখিক পরীক্ষায় অংশগ্রহণের ক্ষেত্রে কোন প্রকার ভ্রমণ ভাতা প্রদান করা হবে না। <box>108 1819 503 1831</box>
etender-cell-pub: 16/01/2024 06:00 <box>480 250 555 261</box>
govt-sign-name: সুব্রত কুমার সাহা <box>1338 2220 1407 2232</box>
warning-text: প্রার্থীকে আবেদনপত্রের বিজ্ঞাপন অংশে এই মর্মে ঘোষণা দিতে হবে যে, প্রার্থী কর্তৃক আবেদনপত্রে প্রদত্ত সকল তথ্য সঠিক এবং সঠিক প্রার্থী কর্তৃক প্রদত্ত। প্রদত্ত তথ্য অসত্য বা মিথ্যা প্রমাণিত হলে অথবা কোনো অযোগ্যতা ধরা পড়লে বা কোনো প্রতারণা বা দুর্নীতির আশ্রয় গ্রহণ করলে কিংবা পরীক্ষার নকল বা অসদুপায় অবলম্বন করলে পরীক্ষার পূর্বে বা পরে এমনকি নিয়োগের পরেও যে কোন পর্যায়ে প্রার্থিতা বাতিল করা হবে এবং সংশ্লিষ্ট প্রার্থীর বিরুদ্ধে আইনানুগ ব্যবস্থা গ্রহণ করা যাবে। <box>864 1658 1491 1716</box>
item-number: (ছ) <box>819 1294 834 1307</box>
etender-col-header: Last selling date & time <box>555 202 632 221</box>
item-number: ১০। <box>63 1796 80 1808</box>
edcl-tender-cell <box>829 327 1020 389</box>
etender-cell-pub: 16/01/2024 06:00 <box>480 293 555 312</box>
